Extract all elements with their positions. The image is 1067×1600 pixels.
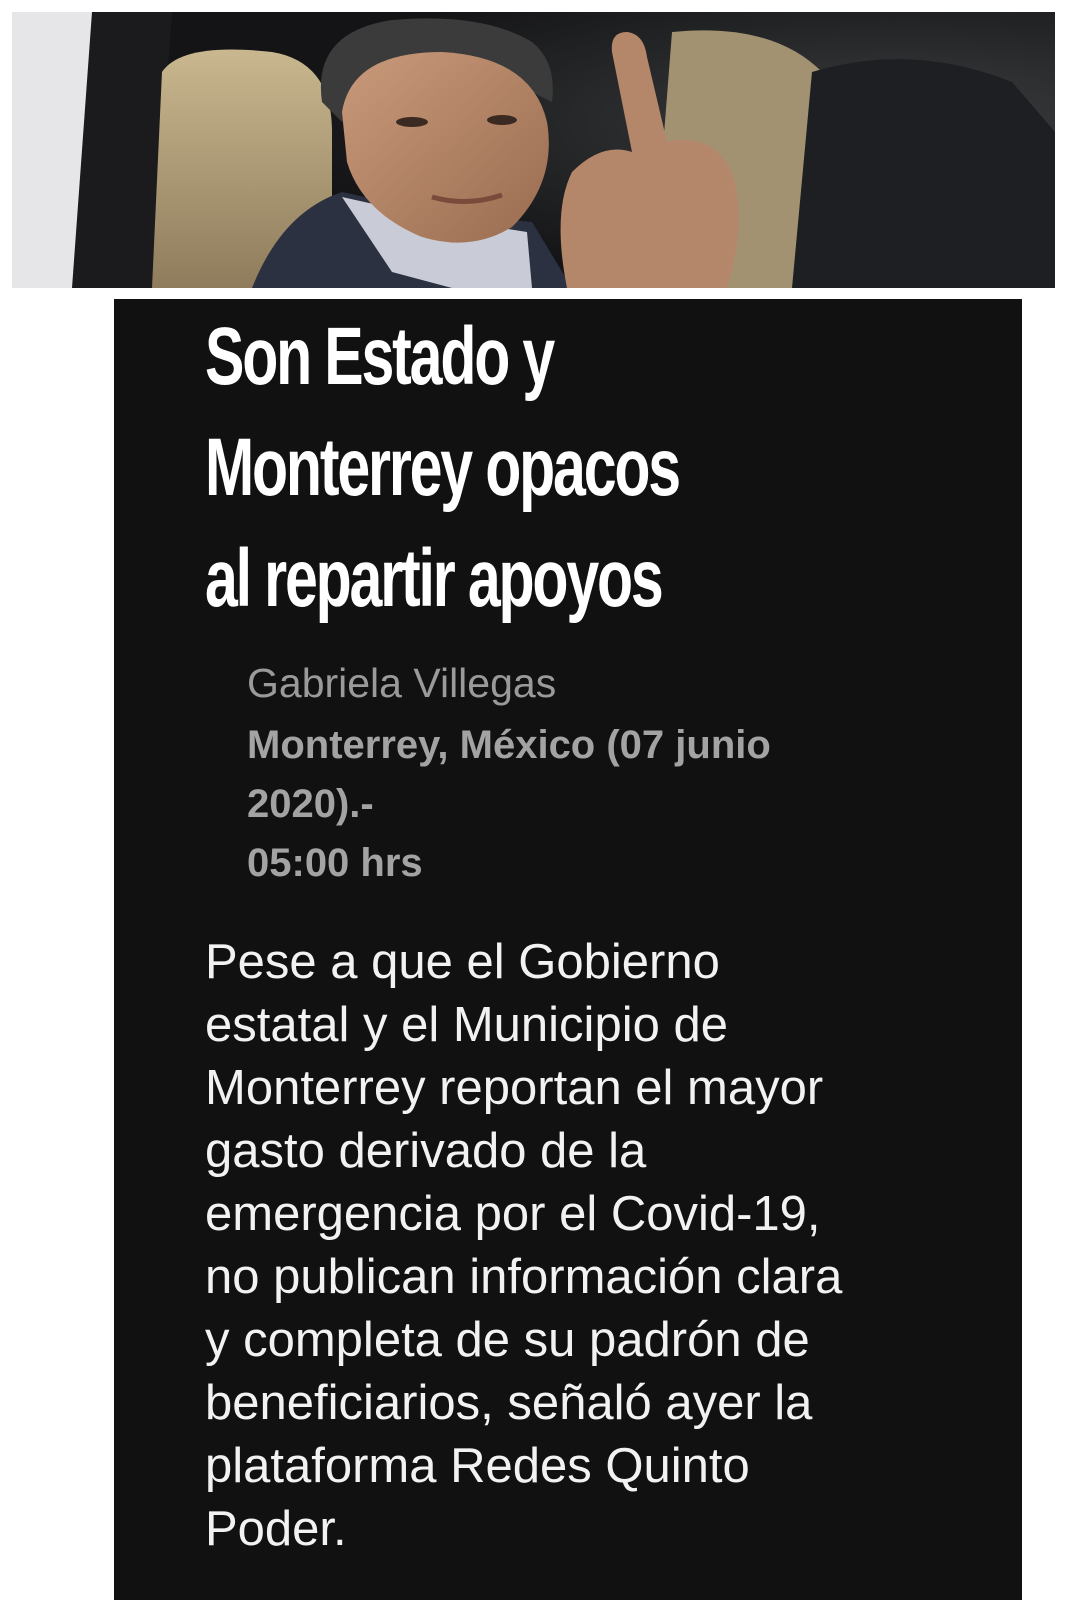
body-line: y completa de su padrón de: [205, 1313, 810, 1367]
body-line: Poder.: [205, 1502, 347, 1556]
headline-line: Son Estado y: [205, 311, 554, 402]
article-body: [205, 931, 1005, 1561]
dateline-line: 05:00 hrs: [247, 841, 423, 885]
author-name: Gabriela Villegas: [247, 660, 557, 706]
dateline-line: Monterrey, México (07 junio: [247, 723, 771, 767]
body-line: gasto derivado de la: [205, 1124, 647, 1178]
headline-line: al repartir apoyos: [205, 533, 662, 624]
headline-line: Monterrey opacos: [205, 422, 679, 513]
body-line: plataforma Redes Quinto: [205, 1439, 750, 1493]
body-line: no publican información clara: [205, 1250, 843, 1304]
body-line: estatal y el Municipio de: [205, 998, 728, 1052]
dateline: [247, 716, 907, 893]
article-panel: [114, 299, 1022, 1600]
body-line: Pese a que el Gobierno: [205, 935, 720, 989]
body-line: Monterrey reportan el mayor: [205, 1061, 824, 1115]
portrait-photo-icon: [12, 12, 1055, 288]
dateline-line: 2020).-: [247, 782, 374, 826]
headline: [205, 301, 781, 634]
body-line: beneficiarios, señaló ayer la: [205, 1376, 813, 1430]
article-photo: [12, 12, 1055, 288]
body-line: emergencia por el Covid-19,: [205, 1187, 821, 1241]
